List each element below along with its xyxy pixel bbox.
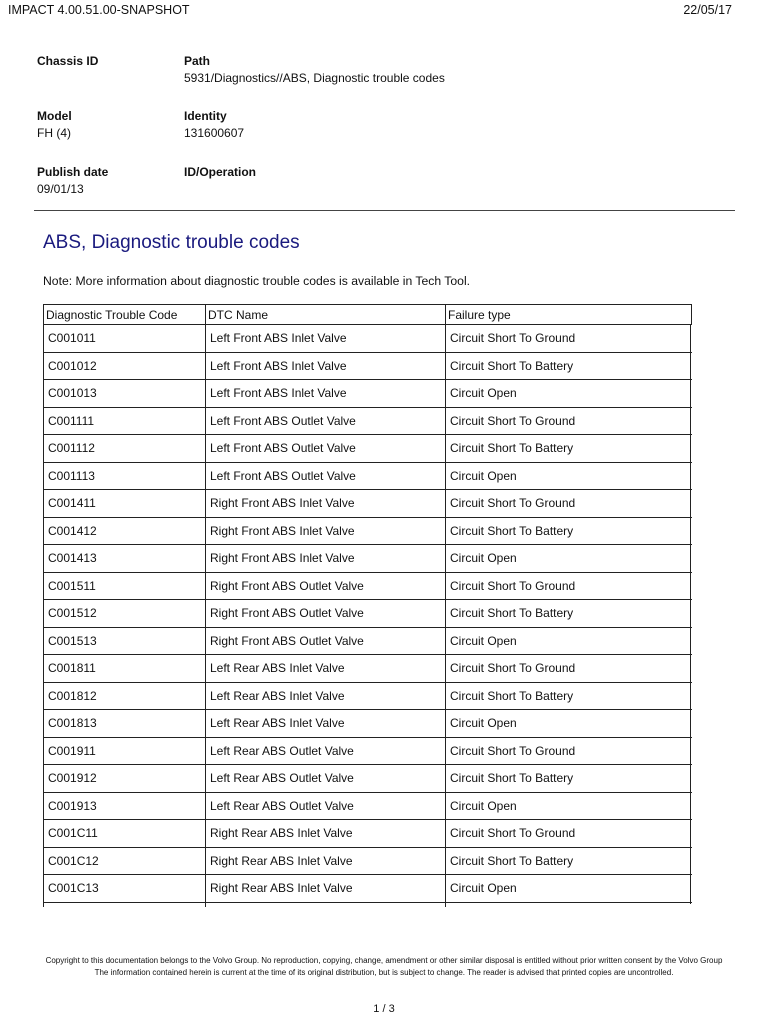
dtc-name-cell: Right Front ABS Inlet Valve <box>206 517 446 545</box>
table-row <box>44 435 692 463</box>
meta-label: Model <box>37 109 72 123</box>
table-row <box>44 545 692 573</box>
dtc-code-cell: C001412 <box>44 517 206 545</box>
meta-model <box>37 109 72 140</box>
table-row <box>44 765 692 793</box>
info-note: Note: More information about diagnostic trouble codes is available in Tech Tool. <box>43 274 471 288</box>
copyright-footer <box>30 955 738 979</box>
table-row <box>44 462 692 490</box>
dtc-name-cell: Left Front ABS Inlet Valve <box>206 380 446 408</box>
table-row <box>44 380 692 408</box>
document-header-title: IMPACT 4.00.51.00-SNAPSHOT <box>8 3 190 17</box>
meta-chassis-id <box>37 54 98 71</box>
failure-type-cell: Circuit Short To Ground <box>446 655 692 683</box>
dtc-name-cell: Right Front ABS Inlet Valve <box>206 490 446 518</box>
dtc-code-cell: C001113 <box>44 462 206 490</box>
dtc-code-cell: C001911 <box>44 737 206 765</box>
table-row <box>44 792 692 820</box>
failure-type-cell: Circuit Short To Battery <box>446 435 692 463</box>
disclaimer-text: The information contained herein is current at the time of its original distribution, but is subject to change. The reader is advised that printed copies are uncontrolled. <box>94 968 674 977</box>
document-header-date: 22/05/17 <box>683 3 732 17</box>
failure-type-cell: Circuit Short To Battery <box>446 352 692 380</box>
table-right-border <box>690 324 691 904</box>
dtc-name-cell: Right Front ABS Inlet Valve <box>206 545 446 573</box>
failure-type-cell: Circuit Open <box>446 545 692 573</box>
table-row <box>44 352 692 380</box>
failure-type-cell: Circuit Open <box>446 462 692 490</box>
dtc-name-cell: Right Front ABS Outlet Valve <box>206 600 446 628</box>
table-row <box>44 325 692 353</box>
dtc-code-cell: C001012 <box>44 352 206 380</box>
dtc-name-cell: Right Front ABS Outlet Valve <box>206 572 446 600</box>
table-row <box>44 490 692 518</box>
failure-type-cell: Circuit Short To Battery <box>446 847 692 875</box>
meta-label: Publish date <box>37 165 109 179</box>
header-divider <box>34 210 735 211</box>
failure-type-cell: Circuit Open <box>446 792 692 820</box>
meta-label: Identity <box>184 109 227 123</box>
dtc-name-cell: Left Rear ABS Outlet Valve <box>206 737 446 765</box>
meta-value: 131600607 <box>184 126 245 140</box>
column-header-failure-type: Failure type <box>446 305 692 325</box>
column-header-code: Diagnostic Trouble Code <box>44 305 206 325</box>
failure-type-cell: Circuit Short To Battery <box>446 682 692 710</box>
failure-type-cell: Circuit Short To Battery <box>446 765 692 793</box>
table-row <box>44 600 692 628</box>
table-row <box>44 710 692 738</box>
meta-path <box>184 54 445 85</box>
dtc-code-cell: C001913 <box>44 792 206 820</box>
failure-type-cell: Circuit Open <box>446 627 692 655</box>
meta-label: ID/Operation <box>184 165 257 179</box>
dtc-name-cell: Right Rear ABS Inlet Valve <box>206 847 446 875</box>
dtc-name-cell: Right Rear ABS Inlet Valve <box>206 820 446 848</box>
meta-label: Chassis ID <box>37 54 99 68</box>
dtc-code-cell: C001511 <box>44 572 206 600</box>
table-row <box>44 682 692 710</box>
meta-identity <box>184 109 244 140</box>
dtc-code-cell: C001512 <box>44 600 206 628</box>
dtc-code-cell: C001C11 <box>44 820 206 848</box>
table-body <box>44 325 692 907</box>
dtc-code-cell: C001C13 <box>44 875 206 903</box>
dtc-name-cell: Left Front ABS Inlet Valve <box>206 352 446 380</box>
failure-type-cell: Circuit Short To Battery <box>446 517 692 545</box>
failure-type-cell: Circuit Short To Ground <box>446 572 692 600</box>
table-row <box>44 847 692 875</box>
dtc-name-cell: Right Front ABS Outlet Valve <box>206 627 446 655</box>
meta-value: FH (4) <box>37 126 71 140</box>
dtc-name-cell: Left Front ABS Outlet Valve <box>206 435 446 463</box>
table-row <box>44 655 692 683</box>
empty-cell <box>446 902 692 907</box>
dtc-name-cell: Left Front ABS Outlet Valve <box>206 407 446 435</box>
table-continuation-row <box>44 902 692 907</box>
failure-type-cell: Circuit Short To Ground <box>446 325 692 353</box>
dtc-code-cell: C001111 <box>44 407 206 435</box>
failure-type-cell: Circuit Short To Ground <box>446 820 692 848</box>
dtc-name-cell: Left Front ABS Outlet Valve <box>206 462 446 490</box>
dtc-code-cell: C001912 <box>44 765 206 793</box>
dtc-name-cell: Left Rear ABS Outlet Valve <box>206 792 446 820</box>
dtc-code-cell: C001813 <box>44 710 206 738</box>
dtc-code-cell: C001013 <box>44 380 206 408</box>
page-title: ABS, Diagnostic trouble codes <box>43 232 300 253</box>
failure-type-cell: Circuit Open <box>446 380 692 408</box>
table-row <box>44 737 692 765</box>
dtc-name-cell: Left Rear ABS Outlet Valve <box>206 765 446 793</box>
table-row <box>44 627 692 655</box>
table-header-row <box>44 305 692 325</box>
meta-publish-date <box>37 165 108 196</box>
dtc-code-cell: C001011 <box>44 325 206 353</box>
table-row <box>44 517 692 545</box>
dtc-name-cell: Left Rear ABS Inlet Valve <box>206 682 446 710</box>
meta-id-operation <box>184 165 256 182</box>
dtc-name-cell: Left Front ABS Inlet Valve <box>206 325 446 353</box>
dtc-name-cell: Left Rear ABS Inlet Valve <box>206 655 446 683</box>
failure-type-cell: Circuit Open <box>446 875 692 903</box>
table-row <box>44 407 692 435</box>
table-row <box>44 572 692 600</box>
table-row <box>44 875 692 903</box>
failure-type-cell: Circuit Short To Ground <box>446 490 692 518</box>
failure-type-cell: Circuit Short To Battery <box>446 600 692 628</box>
dtc-code-cell: C001811 <box>44 655 206 683</box>
dtc-code-cell: C001413 <box>44 545 206 573</box>
failure-type-cell: Circuit Short To Ground <box>446 737 692 765</box>
column-header-name: DTC Name <box>206 305 446 325</box>
empty-cell <box>44 902 206 907</box>
empty-cell <box>206 902 446 907</box>
dtc-code-cell: C001C12 <box>44 847 206 875</box>
dtc-name-cell: Right Rear ABS Inlet Valve <box>206 875 446 903</box>
meta-value: 5931/Diagnostics//ABS, Diagnostic trouble codes <box>184 71 445 85</box>
dtc-table <box>43 304 692 907</box>
table-row <box>44 820 692 848</box>
dtc-code-cell: C001112 <box>44 435 206 463</box>
dtc-code-cell: C001812 <box>44 682 206 710</box>
dtc-name-cell: Left Rear ABS Inlet Valve <box>206 710 446 738</box>
dtc-code-cell: C001513 <box>44 627 206 655</box>
meta-label: Path <box>184 54 211 68</box>
meta-value: 09/01/13 <box>37 182 84 196</box>
failure-type-cell: Circuit Open <box>446 710 692 738</box>
page-number: 1 / 3 <box>373 1003 395 1015</box>
failure-type-cell: Circuit Short To Ground <box>446 407 692 435</box>
dtc-code-cell: C001411 <box>44 490 206 518</box>
copyright-text: Copyright to this documentation belongs to the Volvo Group. No reproduction, copying, change, amendment or other similar disposal is entitled without prior written consent by the Volvo Group <box>45 956 723 965</box>
